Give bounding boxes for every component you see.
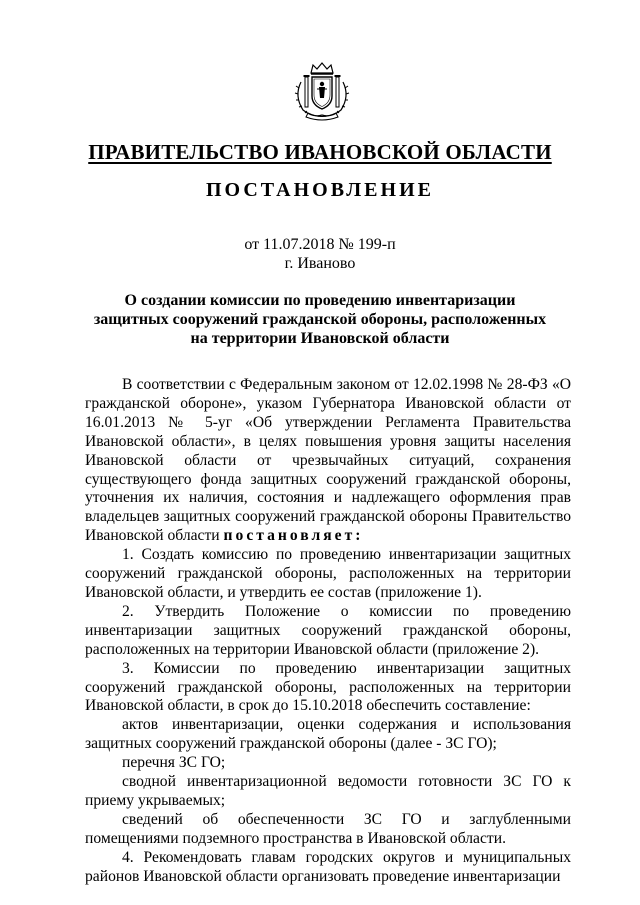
date-number: от 11.07.2018 № 199-п	[244, 236, 396, 253]
city: г. Иваново	[284, 255, 356, 272]
item-2: 2. Утвердить Положение о комиссии по проведению инвентаризации защитных сооружений гражданской обороны, расположенных на территории Ивановской области (приложение 2).	[85, 602, 571, 658]
document-kind: ПОСТАНОВЛЕНИЕ	[206, 179, 434, 201]
document-subject: О создании комиссии по проведению инвентаризации защитных сооружений гражданской обороны, расположенных на территории Ивановской области	[93, 292, 547, 347]
item-1: 1. Создать комиссию по проведению инвентаризации защитных сооружений гражданской обороны, расположенных на территории Ивановской области, и утвердить ее состав (приложение 1).	[85, 546, 571, 601]
preamble-text: В соответствии с Федеральным законом от 12.02.1998 № 28-ФЗ «О гражданской обороне», указом Губернатора Ивановской области от 16.01.2013 № 5-уг «Об утверждении Регламента Правительства Ивановской области», в целях повышения уровня защиты населения Ивановской области от чрезвычайных ситуаций, сохранения существующего фонда защитных сооружений гражданской обороны, уточнения их наличия, состояния и надлежащего оформления прав владельцев защитных сооружений гражданской обороны Правительство Ивановской области	[85, 376, 571, 545]
document-body	[85, 376, 571, 886]
item-3-sub-3: сводной инвентаризационной ведомости готовности ЗС ГО к приему укрываемых;	[85, 773, 571, 809]
item-3-sub-4: сведений об обеспеченности ЗС ГО и заглубленными помещениями подземного пространства в Ивановской области.	[85, 810, 571, 847]
item-3-sub-2: перечня ЗС ГО;	[122, 754, 226, 772]
item-4: 4. Рекомендовать главам городских округов и муниципальных районов Ивановской области организовать проведение инвентаризации	[85, 848, 571, 885]
coat-of-arms-icon	[291, 60, 353, 122]
preamble-paragraph	[85, 376, 571, 546]
item-3: 3. Комиссии по проведению инвентаризации защитных сооружений гражданской обороны, расположенных на территории Ивановской области, в срок до 15.10.2018 обеспечить составление:	[85, 659, 571, 715]
item-3-sub-1: актов инвентаризации, оценки содержания и использования защитных сооружений гражданской обороны (далее - ЗС ГО);	[85, 716, 571, 753]
decree-word: постановляет:	[223, 527, 364, 545]
government-title: ПРАВИТЕЛЬСТВО ИВАНОВСКОЙ ОБЛАСТИ	[88, 140, 552, 164]
